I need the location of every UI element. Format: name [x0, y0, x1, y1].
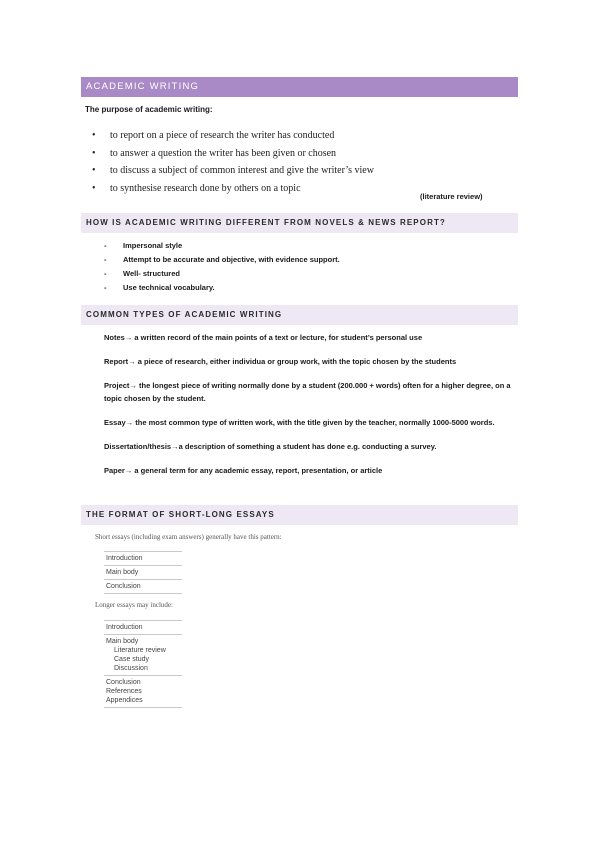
list-item: • to discuss a subject of common interest and give the writer’s view [92, 165, 374, 176]
structure-row: Main body [104, 565, 182, 579]
dash-icon: - [104, 269, 107, 278]
difference-list [104, 240, 340, 296]
structure-row: Conclusion [106, 679, 141, 686]
structure-row-end [104, 675, 182, 708]
section-heading-format: THE FORMAT OF SHORT-LONG ESSAYS [81, 505, 518, 525]
type-project: Project→ the longest piece of writing normally done by a student (200.000 + words) often for a higher degree, on a topic chosen by the student. [104, 381, 511, 403]
list-item: - Well- structured [104, 269, 180, 278]
long-essay-label: Longer essays may include: [95, 601, 173, 609]
structure-subrow: Literature review [114, 647, 166, 654]
structure-row: Conclusion [104, 579, 182, 594]
short-essay-label: Short essays (including exam answers) generally have this pattern: [95, 533, 282, 541]
dash-icon: - [104, 241, 107, 250]
structure-row: Introduction [104, 551, 182, 565]
structure-row: References [106, 688, 142, 695]
structure-subrow: Discussion [114, 665, 148, 672]
literature-review-note: (literature review) [420, 192, 483, 201]
type-report: Report→ a piece of research, either individua or group work, with the topic chosen by the students [104, 357, 457, 366]
structure-subrow: Case study [114, 656, 150, 663]
list-item: • to report on a piece of research the writer has conducted [92, 130, 335, 141]
structure-row-main [104, 634, 182, 675]
list-item: • to synthesise research done by others on a topic [92, 182, 301, 194]
bullet-icon: • [92, 165, 96, 176]
purpose-intro: The purpose of academic writing: [85, 105, 213, 114]
dash-icon: - [104, 255, 107, 264]
writing-types [104, 331, 514, 488]
bullet-icon: • [92, 147, 96, 159]
structure-row: Main body [106, 638, 139, 645]
section-heading-difference: HOW IS ACADEMIC WRITING DIFFERENT FROM NOVELS & NEWS REPORT? [81, 213, 518, 233]
list-item: - Impersonal style [104, 241, 183, 250]
bullet-icon: • [92, 130, 96, 141]
short-essay-structure [104, 551, 182, 594]
list-item: • to answer a question the writer has been given or chosen [92, 147, 337, 159]
type-essay: Essay→ the most common type of written work, with the title given by the teacher, normally 1000-5000 words. [104, 418, 495, 427]
dash-icon: - [104, 283, 107, 292]
long-essay-structure [104, 620, 182, 708]
purpose-list [92, 129, 374, 199]
list-item: - Use technical vocabulary. [104, 283, 215, 292]
page-title: ACADEMIC WRITING [81, 77, 518, 97]
type-dissertation: Dissertation/thesis→a description of something a student has done e.g. conducting a survey. [104, 442, 437, 451]
type-notes: Notes→ a written record of the main points of a text or lecture, for student’s personal use [104, 333, 423, 342]
bullet-icon: • [92, 182, 96, 194]
structure-row: Appendices [106, 697, 143, 704]
type-paper: Paper→ a general term for any academic essay, report, presentation, or article [104, 466, 383, 475]
list-item: - Attempt to be accurate and objective, with evidence support. [104, 255, 340, 264]
structure-row: Introduction [104, 620, 182, 634]
section-heading-types: COMMON TYPES OF ACADEMIC WRITING [81, 305, 518, 325]
